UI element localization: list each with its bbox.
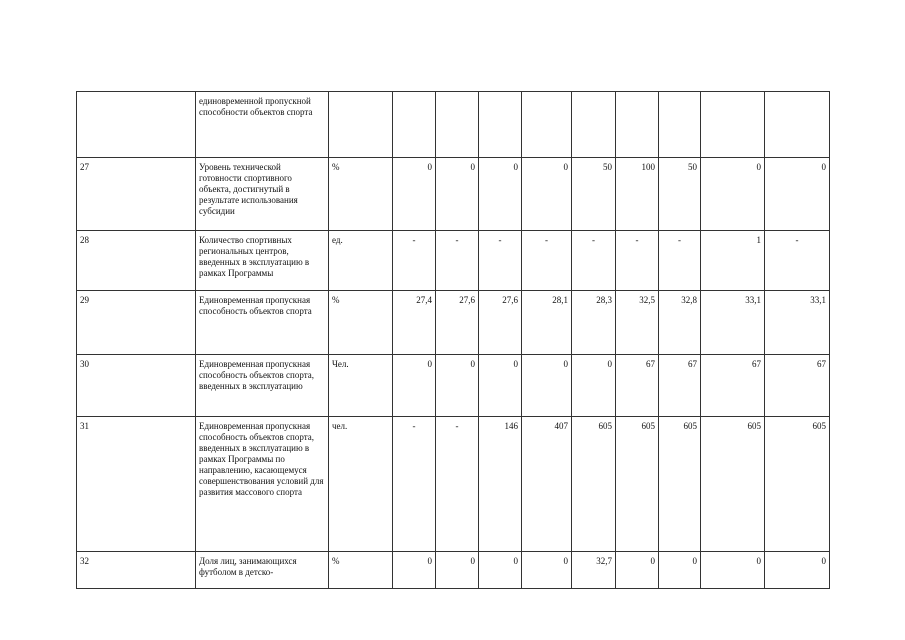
row-number: 29: [77, 291, 196, 355]
value-cell: [616, 92, 659, 158]
value-cell: [765, 92, 830, 158]
value-cell: 0: [522, 355, 572, 417]
table-body: [77, 92, 830, 589]
value-cell: 28,3: [572, 291, 616, 355]
value-cell: 67: [659, 355, 701, 417]
value-cell: [572, 92, 616, 158]
value-cell: [659, 92, 701, 158]
value-cell: 0: [522, 158, 572, 231]
value-cell: 0: [479, 552, 522, 589]
table-row: [77, 552, 830, 589]
value-cell: [393, 92, 436, 158]
value-cell: 50: [572, 158, 616, 231]
value-cell: 32,7: [572, 552, 616, 589]
value-cell: 605: [616, 417, 659, 552]
value-cell: [701, 92, 765, 158]
value-cell: 33,1: [701, 291, 765, 355]
indicator-name: Количество спортивных региональных центров, введенных в эксплуатацию в рамках Программы: [196, 231, 329, 291]
value-cell: 0: [436, 355, 479, 417]
value-cell: -: [393, 417, 436, 552]
row-number: 32: [77, 552, 196, 589]
value-cell: -: [572, 231, 616, 291]
table-row: [77, 417, 830, 552]
value-cell: 407: [522, 417, 572, 552]
value-cell: 0: [765, 552, 830, 589]
indicator-name: Единовременная пропускная способность объектов спорта, введенных в эксплуатацию в рамках Программы по направлению, касающемуся совершенствования условий для развития массового спорта: [196, 417, 329, 552]
value-cell: 50: [659, 158, 701, 231]
value-cell: 28,1: [522, 291, 572, 355]
value-cell: -: [393, 231, 436, 291]
value-cell: -: [765, 231, 830, 291]
value-cell: 605: [765, 417, 830, 552]
value-cell: 605: [572, 417, 616, 552]
row-number: 27: [77, 158, 196, 231]
value-cell: 0: [572, 355, 616, 417]
value-cell: 67: [616, 355, 659, 417]
value-cell: -: [616, 231, 659, 291]
value-cell: -: [479, 231, 522, 291]
table-row: [77, 231, 830, 291]
unit-cell: ед.: [329, 231, 393, 291]
row-number: 30: [77, 355, 196, 417]
row-number: [77, 92, 196, 158]
value-cell: 0: [765, 158, 830, 231]
value-cell: 67: [701, 355, 765, 417]
value-cell: 0: [659, 552, 701, 589]
unit-cell: [329, 92, 393, 158]
indicator-name: Единовременная пропускная способность объектов спорта: [196, 291, 329, 355]
value-cell: 0: [522, 552, 572, 589]
table-row: [77, 158, 830, 231]
value-cell: -: [436, 231, 479, 291]
value-cell: -: [659, 231, 701, 291]
value-cell: 0: [436, 158, 479, 231]
value-cell: 32,8: [659, 291, 701, 355]
unit-cell: %: [329, 291, 393, 355]
value-cell: [436, 92, 479, 158]
value-cell: 0: [616, 552, 659, 589]
value-cell: 33,1: [765, 291, 830, 355]
value-cell: 67: [765, 355, 830, 417]
value-cell: 32,5: [616, 291, 659, 355]
unit-cell: %: [329, 552, 393, 589]
table-row: [77, 291, 830, 355]
value-cell: 27,4: [393, 291, 436, 355]
table-row: [77, 355, 830, 417]
row-number: 31: [77, 417, 196, 552]
value-cell: 0: [479, 158, 522, 231]
value-cell: 0: [436, 552, 479, 589]
value-cell: [479, 92, 522, 158]
unit-cell: чел.: [329, 417, 393, 552]
indicator-name: единовременной пропускной способности объектов спорта: [196, 92, 329, 158]
value-cell: 27,6: [479, 291, 522, 355]
table-row: [77, 92, 830, 158]
value-cell: -: [522, 231, 572, 291]
value-cell: -: [436, 417, 479, 552]
value-cell: 146: [479, 417, 522, 552]
value-cell: 0: [393, 158, 436, 231]
indicator-name: Уровень технической готовности спортивного объекта, достигнутый в результате использования субсидии: [196, 158, 329, 231]
indicator-name: Доля лиц, занимающихся футболом в детско-: [196, 552, 329, 589]
value-cell: 605: [701, 417, 765, 552]
value-cell: 0: [393, 552, 436, 589]
value-cell: 0: [701, 552, 765, 589]
row-number: 28: [77, 231, 196, 291]
unit-cell: %: [329, 158, 393, 231]
value-cell: 0: [479, 355, 522, 417]
value-cell: 605: [659, 417, 701, 552]
value-cell: 1: [701, 231, 765, 291]
value-cell: 100: [616, 158, 659, 231]
indicator-name: Единовременная пропускная способность объектов спорта, введенных в эксплуатацию: [196, 355, 329, 417]
value-cell: 0: [701, 158, 765, 231]
value-cell: 0: [393, 355, 436, 417]
unit-cell: Чел.: [329, 355, 393, 417]
value-cell: [522, 92, 572, 158]
value-cell: 27,6: [436, 291, 479, 355]
indicators-table: [76, 91, 830, 589]
